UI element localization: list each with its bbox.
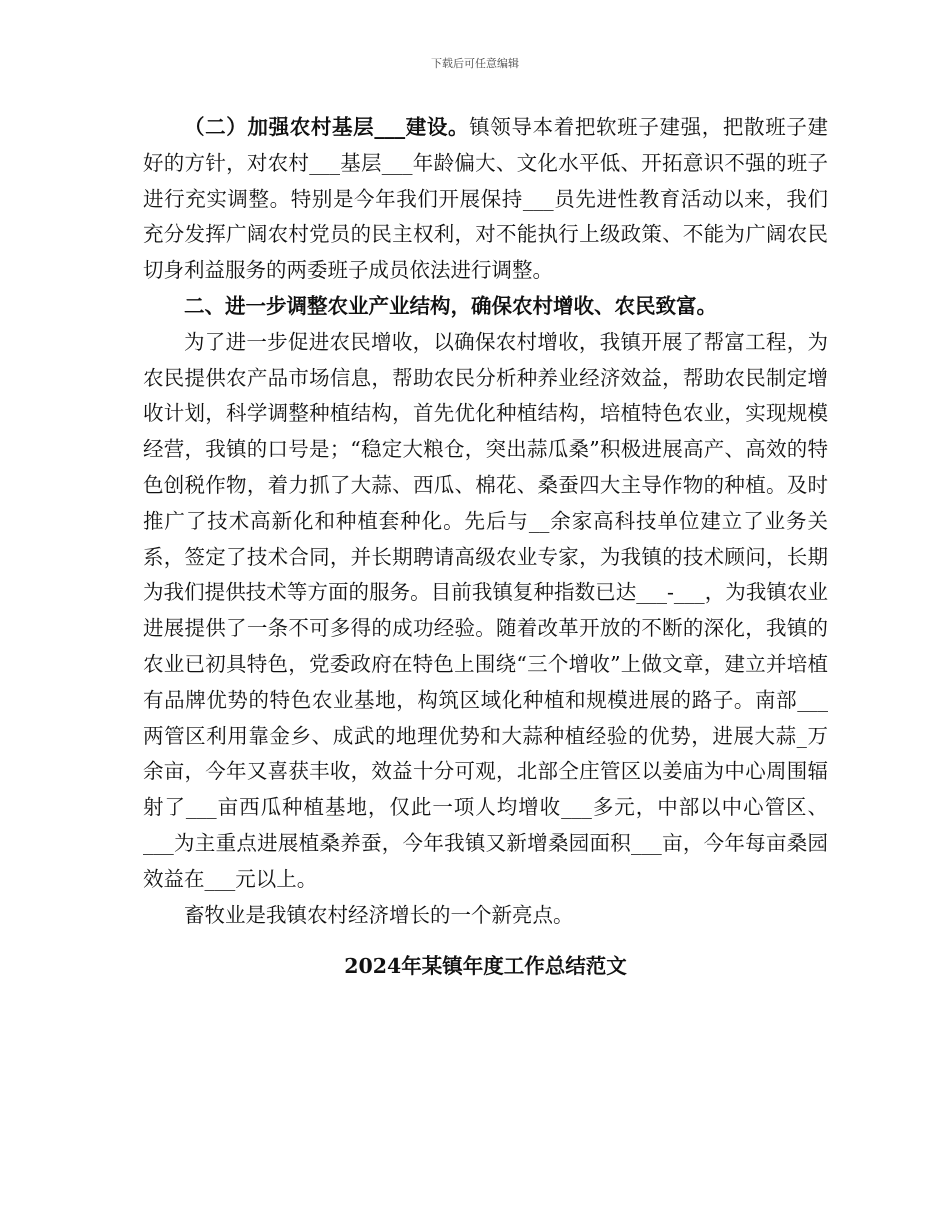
paragraph-agriculture: 为了进一步促进农民增收，以确保农村增收，我镇开展了帮富工程，为农民提供农产品市场信息，帮助农民分析种养业经济效益，帮助农民制定增收计划，科学调整种植结构，首先优化种植结构，培植特色农业，实现规模经营，我镇的口号是；“稳定大粮仓，突出蒜瓜桑”积极进展高产、高效的特色创税作物，着力抓了大蒜、西瓜、棉花、桑蚕四大主导作物的种植。及时推广了技术高新化和种植套种化。先后与__余家高科技单位建立了业务关系，签定了技术合同，并长期聘请高级农业专家，为我镇的技术顾问，长期为我们提供技术等方面的服务。目前我镇复种指数已达___-___，为我镇农业进展提供了一条不可多得的成功经验。随着改革开放的不断的深化，我镇的农业已初具特色，党委政府在特色上围绕“三个增收”上做文章，建立并培植有品牌优势的特色农业基地，构筑区域化种植和规模进展的路子。南部___两管区利用靠金乡、成武的地理优势和大蒜种植经验的优势，进展大蒜_万余亩，今年又喜获丰收，效益十分可观，北部仝庄管区以姜庙为中心周围辐射了___亩西瓜种植基地，仅此一项人均增收___多元，中部以中心管区、___为主重点进展植桑养蚕，今年我镇又新增桑园面积___亩，今年每亩桑园效益在___元以上。 bbox=[143, 329, 828, 891]
paragraph-rural-grassroots bbox=[143, 110, 828, 289]
document-body bbox=[143, 110, 828, 985]
page-header-note: 下载后可任意编辑 bbox=[431, 57, 519, 70]
section-heading: 二、进一步调整农业产业结构，确保农村增收、农民致富。 bbox=[184, 293, 717, 318]
paragraph-livestock: 畜牧业是我镇农村经济增长的一个新亮点。 bbox=[184, 902, 574, 927]
paragraph-lead-bold: （二）加强农村基层___建设。 bbox=[184, 115, 470, 139]
paragraph-body-text: 镇领导本着把软班子建强，把散班子建好的方针，对农村___基层___年龄偏大、文化水平低、开拓意识不强的班子进行充实调整。特别是今年我们开展保持___员先进性教育活动以来，我们充分发挥广阔农村党员的民主权利，对不能执行上级政策、不能为广阔农民切身利益服务的两委班子成员依法进行调整。 bbox=[143, 115, 829, 283]
document-title: 2024年某镇年度工作总结范文 bbox=[344, 954, 627, 979]
